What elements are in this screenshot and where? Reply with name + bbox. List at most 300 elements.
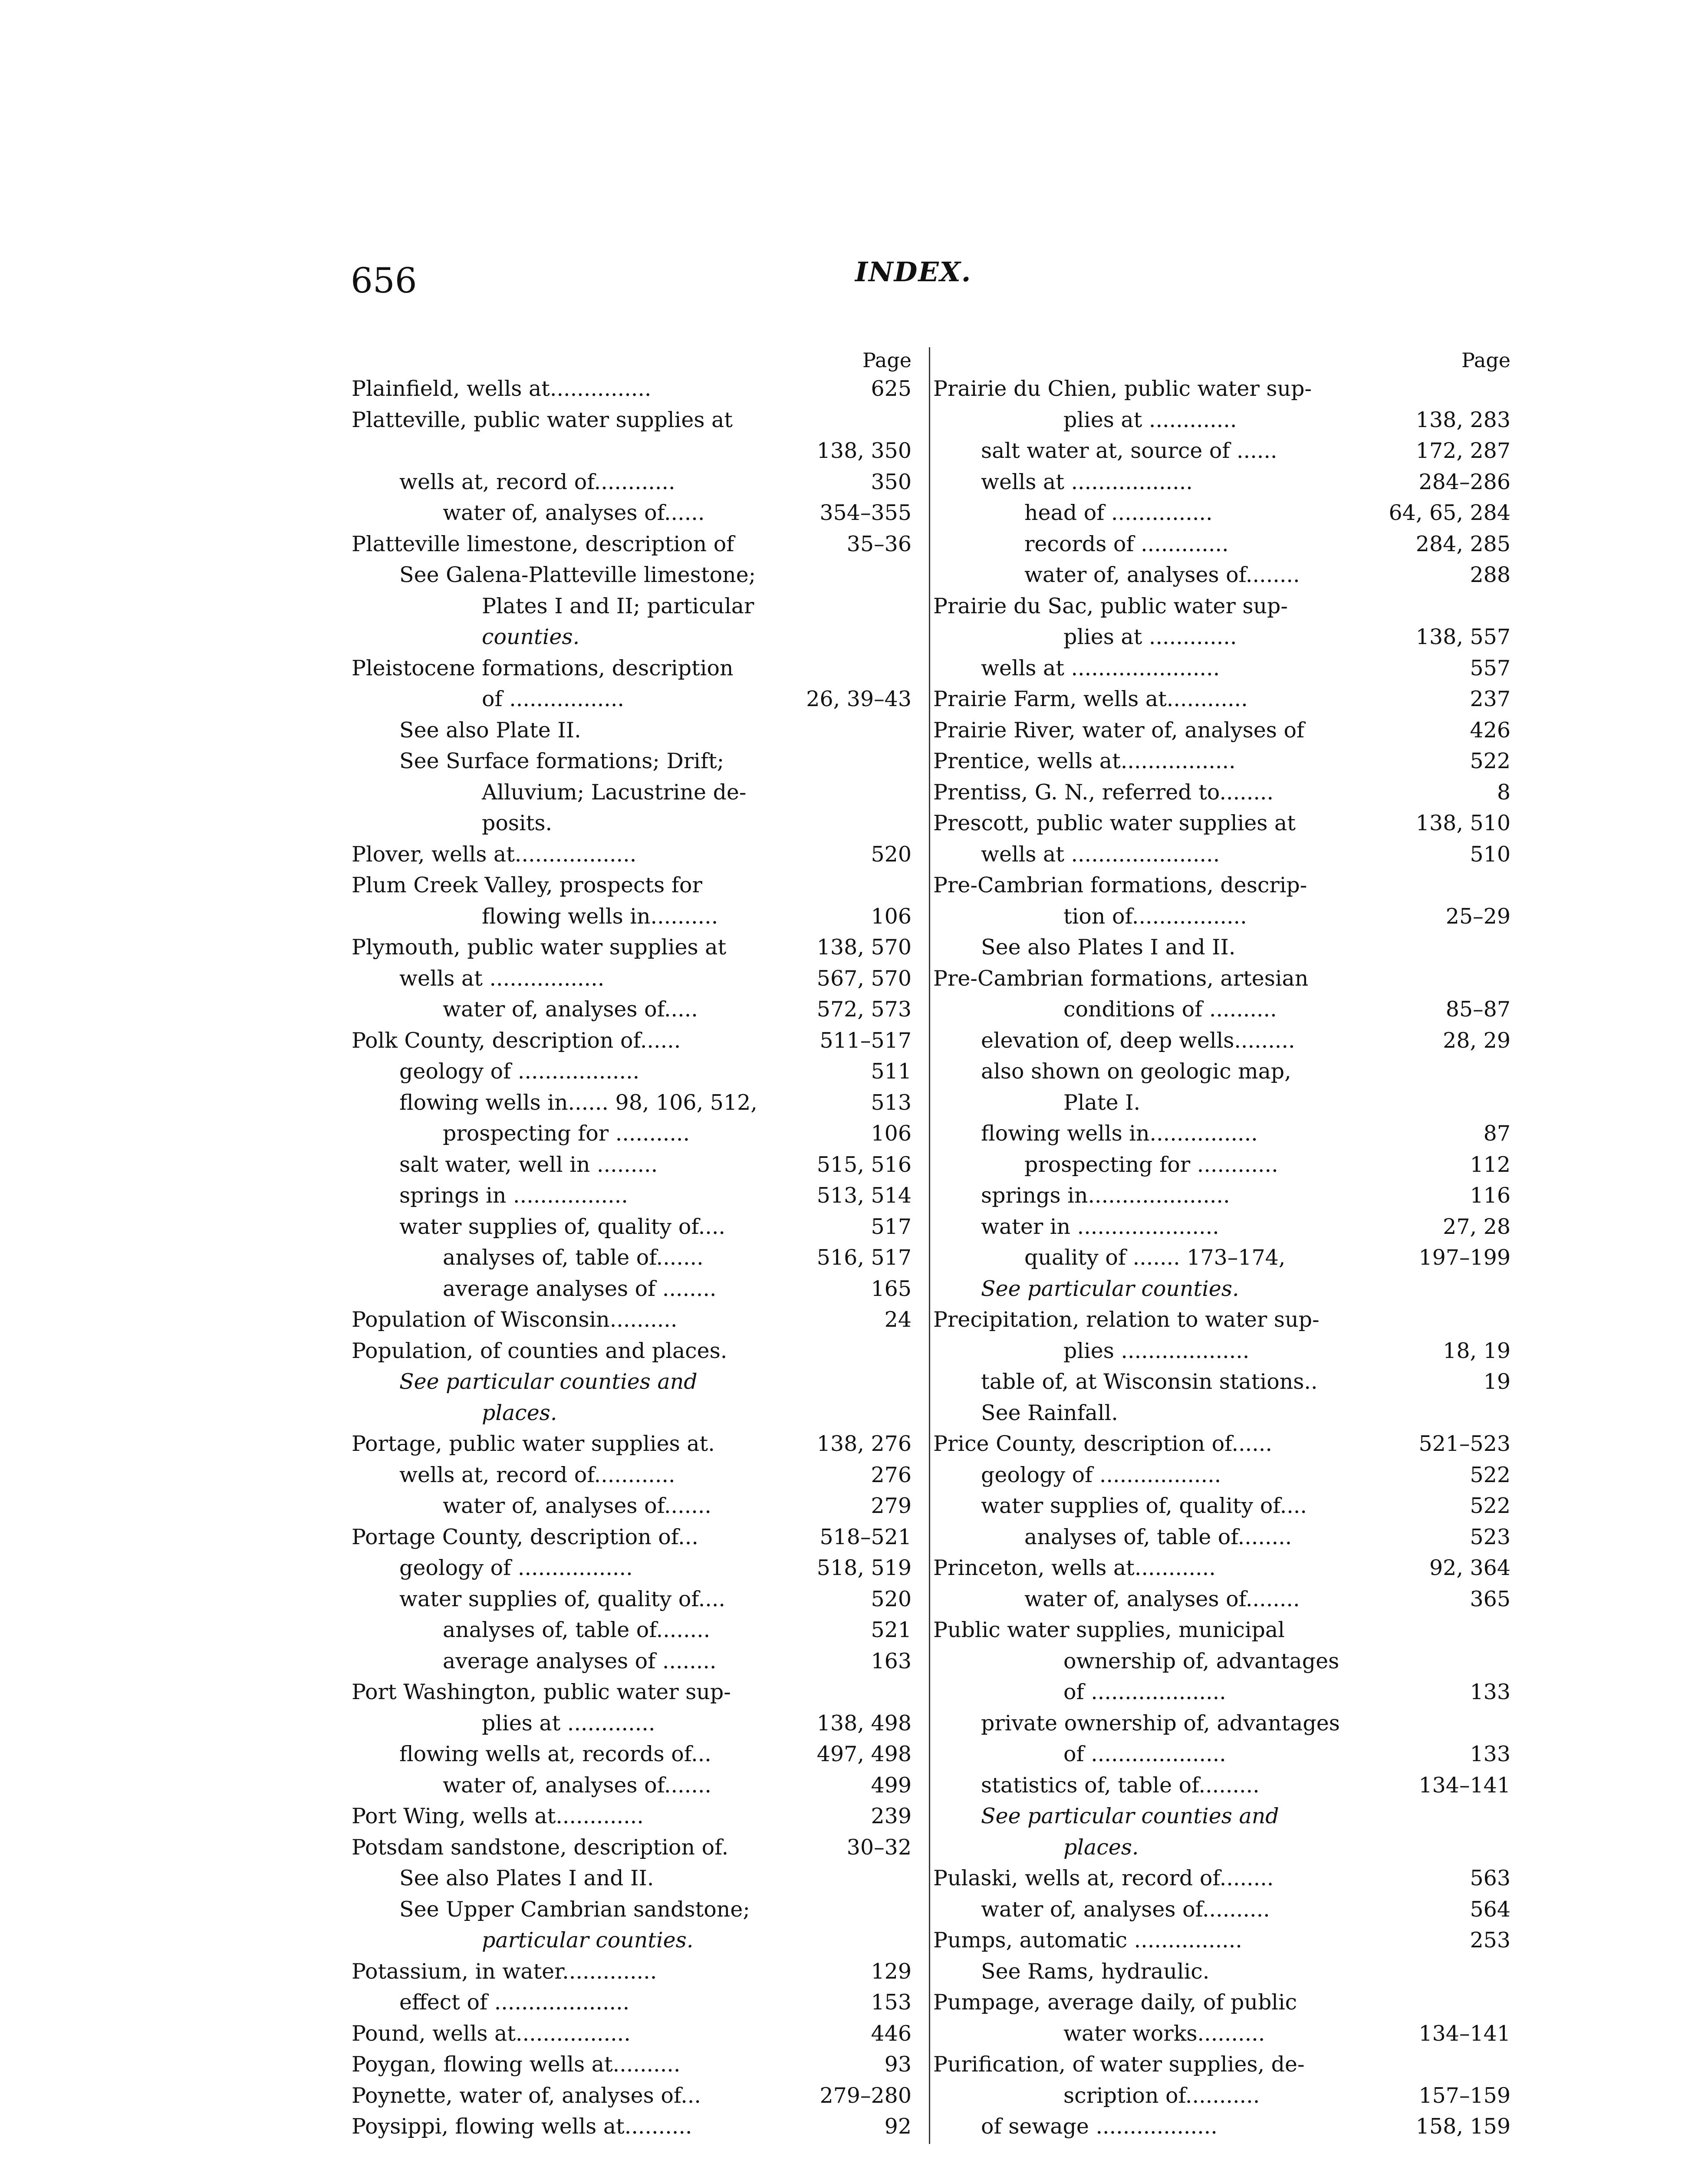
index-entry-pages: 567, 570 (816, 966, 912, 991)
index-entry (933, 653, 1511, 684)
index-entry (933, 870, 1511, 901)
index-entry-pages: 35–36 (846, 531, 912, 556)
index-entry (933, 994, 1511, 1025)
index-entry (352, 653, 912, 684)
index-entry (933, 1739, 1511, 1770)
index-entry-text: See Upper Cambrian sandstone; (399, 1897, 750, 1922)
index-entry (933, 1304, 1511, 1335)
index-entry (352, 1428, 912, 1460)
index-entry (352, 591, 912, 622)
index-entry-pages: 172, 287 (1415, 438, 1511, 463)
index-entry (933, 1149, 1511, 1180)
index-entry (352, 373, 912, 404)
index-entry (352, 1646, 912, 1677)
index-entry (352, 808, 912, 839)
index-entry-pages: 521 (871, 1618, 912, 1642)
index-entry-text: Port Wing, wells at............. (352, 1804, 644, 1828)
index-entry-text: water of, analyses of...... (443, 500, 705, 525)
index-entry-text: analyses of, table of....... (443, 1245, 704, 1270)
index-entry-pages: 513, 514 (816, 1183, 912, 1208)
index-entry (352, 435, 912, 467)
index-entry-text: Plum Creek Valley, prospects for (352, 873, 702, 898)
index-entry (352, 1614, 912, 1646)
index-entry-text: water supplies of, quality of.... (399, 1586, 726, 1611)
index-entry (933, 1211, 1511, 1243)
index-entry (352, 994, 912, 1025)
index-entry-pages: 284, 285 (1415, 531, 1511, 556)
index-entry-text: records of ............. (1024, 531, 1229, 556)
index-entry-text: flowing wells at, records of... (399, 1742, 711, 1766)
index-entry (352, 467, 912, 498)
index-entry-text: plies at ............. (1063, 407, 1237, 432)
index-entry-text: wells at ...................... (981, 842, 1220, 867)
index-entry-pages: 522 (1470, 749, 1511, 773)
index-entry (933, 497, 1511, 529)
index-entry (933, 1273, 1511, 1305)
index-entry (933, 1894, 1511, 1925)
index-entry (352, 963, 912, 994)
index-entry (933, 839, 1511, 870)
index-entry-pages: 138, 498 (816, 1710, 912, 1736)
index-entry-pages: 24 (884, 1307, 912, 1332)
index-entry-pages: 510 (1470, 842, 1511, 867)
index-entry (933, 1708, 1511, 1739)
index-entry (352, 2080, 912, 2111)
index-entry (352, 684, 912, 715)
index-entry-text: places. (482, 1400, 557, 1425)
index-entry-pages: 426 (1470, 717, 1511, 743)
index-entry-pages: 499 (871, 1772, 912, 1798)
index-entry (352, 621, 912, 653)
index-entry-text: quality of ....... 173–174, (1024, 1245, 1286, 1270)
index-entry (352, 746, 912, 777)
index-entry (352, 1180, 912, 1211)
index-entry-text: See also Plates I and II. (981, 935, 1236, 960)
index-entry-text: water of, analyses of.......... (981, 1897, 1270, 1922)
index-entry-text: elevation of, deep wells......... (981, 1028, 1295, 1053)
index-entry (352, 777, 912, 808)
index-entry-text: Pound, wells at................. (352, 2021, 631, 2046)
index-entry-pages: 365 (1470, 1586, 1511, 1611)
index-entry-pages: 106 (871, 1121, 912, 1146)
index-entry-text: Purification, of water supplies, de- (933, 2052, 1305, 2077)
index-entry-text: See also Plate II. (399, 717, 581, 743)
index-entry-text: conditions of .......... (1063, 997, 1277, 1022)
index-entry-text: geology of .................. (399, 1059, 640, 1084)
index-entry (352, 1211, 912, 1243)
index-entry (933, 373, 1511, 404)
index-entry-text: Prairie River, water of, analyses of (933, 717, 1305, 743)
index-entry-pages: 165 (871, 1276, 912, 1301)
index-entry-text: of sewage .................. (981, 2114, 1218, 2139)
index-entry (352, 1522, 912, 1553)
index-entry-text: Precipitation, relation to water sup- (933, 1307, 1320, 1332)
index-entry-text: Pumps, automatic ................ (933, 1928, 1242, 1953)
index-entry (933, 1863, 1511, 1894)
index-entry (933, 746, 1511, 777)
index-entry-text: Plate I. (1063, 1090, 1141, 1115)
index-entry-text: Alluvium; Lacustrine de- (482, 779, 747, 805)
index-entry-pages: 25–29 (1445, 904, 1511, 929)
index-entry-text: Price County, description of...... (933, 1431, 1272, 1456)
index-entry-pages: 511 (871, 1059, 912, 1084)
index-entry-text: wells at, record of............ (399, 1462, 675, 1487)
index-entry (933, 621, 1511, 653)
index-entry-text: Portage County, description of... (352, 1524, 698, 1549)
index-entry-text: plies at ............. (1063, 625, 1237, 649)
index-entry (352, 1552, 912, 1584)
index-entry-text: Prairie du Chien, public water sup- (933, 376, 1312, 401)
index-entry (933, 2080, 1511, 2111)
index-entry-pages: 518–521 (819, 1524, 912, 1549)
index-entry-text: Prentiss, G. N., referred to........ (933, 779, 1274, 805)
index-entry-pages: 521–523 (1418, 1431, 1511, 1456)
index-entry-pages: 197–199 (1418, 1245, 1511, 1270)
index-entry-text: Plainfield, wells at............... (352, 376, 652, 401)
index-entry-text: wells at ...................... (981, 655, 1220, 681)
index-entry-text: Prairie Farm, wells at............ (933, 687, 1248, 711)
index-entry (933, 1460, 1511, 1491)
column-divider (929, 347, 930, 2144)
index-entry (933, 2018, 1511, 2049)
index-entry-text: of .................... (1063, 1680, 1226, 1704)
page-number: 656 (351, 260, 417, 301)
index-entry-pages: 625 (871, 376, 912, 401)
index-entry (933, 1366, 1511, 1397)
index-entry-pages: 288 (1470, 562, 1511, 587)
index-entry-pages: 511–517 (819, 1028, 912, 1053)
index-entry (933, 1335, 1511, 1367)
index-entry (352, 1956, 912, 1987)
index-entry-pages: 133 (1470, 1742, 1511, 1766)
index-entry-text: tion of................. (1063, 904, 1247, 929)
index-entry-text: places. (1063, 1835, 1139, 1860)
index-entry-text: of .................... (1063, 1742, 1226, 1766)
index-entry-text: Poynette, water of, analyses of... (352, 2083, 701, 2108)
index-entry-text: See particular counties and (399, 1369, 698, 1394)
index-entry-pages: 518, 519 (816, 1555, 912, 1580)
index-entry-text: wells at .................. (981, 469, 1193, 494)
index-entry-text: springs in ................. (399, 1183, 628, 1208)
index-entry (933, 1397, 1511, 1429)
index-entry (352, 497, 912, 529)
index-entry (352, 1584, 912, 1615)
index-entry-pages: 563 (1470, 1866, 1511, 1891)
index-entry (933, 1646, 1511, 1677)
index-entry (933, 1056, 1511, 1087)
index-entry-text: posits. (482, 811, 553, 835)
index-entry (352, 1677, 912, 1708)
index-entry-text: average analyses of ........ (443, 1276, 717, 1301)
page-title: INDEX. (855, 256, 972, 288)
index-entry-pages: 8 (1497, 779, 1511, 805)
index-entry (933, 932, 1511, 963)
index-entry (352, 932, 912, 963)
index-entry-text: See Rainfall. (981, 1400, 1118, 1425)
index-entry-pages: 64, 65, 284 (1389, 500, 1511, 525)
index-entry (933, 2111, 1511, 2142)
left-column-page-heading: Page (862, 349, 912, 372)
index-entry-pages: 28, 29 (1443, 1028, 1511, 1053)
index-entry-text: Polk County, description of...... (352, 1028, 681, 1053)
index-entry-text: Platteville, public water supplies at (352, 407, 733, 432)
index-entry-text: Prairie du Sac, public water sup- (933, 593, 1288, 618)
index-entry-pages: 138, 276 (816, 1431, 912, 1456)
index-entry-pages: 27, 28 (1443, 1214, 1511, 1239)
index-entry (352, 1460, 912, 1491)
index-entry (933, 808, 1511, 839)
index-entry-text: Pumpage, average daily, of public (933, 1990, 1297, 2015)
index-entry-pages: 237 (1470, 687, 1511, 711)
index-entry-pages: 572, 573 (816, 997, 912, 1022)
index-entry (352, 1739, 912, 1770)
index-entry-text: prospecting for ........... (443, 1121, 690, 1146)
index-entry-text: prospecting for ............ (1024, 1152, 1278, 1177)
index-entry-pages: 564 (1470, 1897, 1511, 1922)
index-entry (933, 467, 1511, 498)
index-entry-pages: 92, 364 (1429, 1555, 1511, 1580)
index-entry-pages: 18, 19 (1443, 1338, 1511, 1363)
index-entry-pages: 279–280 (819, 2083, 912, 2108)
index-entry (933, 901, 1511, 932)
index-entry-pages: 26, 39–43 (806, 687, 912, 711)
index-entry-pages: 19 (1483, 1369, 1511, 1394)
index-entry (933, 1087, 1511, 1118)
index-entry (352, 1863, 912, 1894)
index-entry-pages: 522 (1470, 1493, 1511, 1518)
index-entry-text: water of, analyses of........ (1024, 562, 1300, 587)
index-entry-text: Poysippi, flowing wells at.......... (352, 2114, 692, 2139)
index-entry-pages: 253 (1470, 1928, 1511, 1953)
index-entry-text: Pleistocene formations, description (352, 655, 734, 681)
index-entry-text: average analyses of ........ (443, 1648, 717, 1674)
index-entry (352, 1118, 912, 1149)
index-entry-text: See particular counties. (981, 1276, 1239, 1301)
index-entry (352, 1490, 912, 1522)
index-entry-text: wells at, record of............ (399, 469, 675, 494)
index-entry-pages: 138, 570 (816, 935, 912, 960)
index-entry-pages: 516, 517 (816, 1245, 912, 1270)
index-entry (933, 715, 1511, 746)
index-entry-pages: 163 (871, 1648, 912, 1674)
index-entry (352, 1242, 912, 1273)
index-entry (933, 1118, 1511, 1149)
index-entry (352, 2049, 912, 2080)
index-entry (352, 1273, 912, 1305)
index-entry-text: head of ............... (1024, 500, 1213, 525)
index-entry-text: salt water at, source of ...... (981, 438, 1277, 463)
index-entry-text: scription of........... (1063, 2083, 1260, 2108)
index-entry-text: Public water supplies, municipal (933, 1618, 1285, 1642)
index-entry (933, 1677, 1511, 1708)
index-entry (352, 715, 912, 746)
right-index-column (933, 347, 1511, 2142)
index-entry-pages: 112 (1470, 1152, 1511, 1177)
index-entry-text: Princeton, wells at............ (933, 1555, 1216, 1580)
index-entry-text: See particular counties and (981, 1804, 1279, 1828)
index-entry (352, 1770, 912, 1801)
index-entry (352, 1987, 912, 2018)
index-entry (352, 1025, 912, 1056)
index-entry-text: flowing wells in................ (981, 1121, 1258, 1146)
index-entry-pages: 116 (1470, 1183, 1511, 1208)
index-entry-pages: 276 (871, 1462, 912, 1487)
index-entry-text: water of, analyses of..... (443, 997, 698, 1022)
index-entry (352, 1708, 912, 1739)
index-entry-pages: 30–32 (846, 1835, 912, 1860)
index-entry (352, 839, 912, 870)
index-entry (933, 1987, 1511, 2018)
index-entry-text: flowing wells in.......... (482, 904, 718, 929)
index-entry-pages: 153 (871, 1990, 912, 2015)
index-entry-pages: 106 (871, 904, 912, 929)
index-entry-pages: 138, 510 (1415, 811, 1511, 835)
index-entry-text: flowing wells in...... 98, 106, 512, (399, 1090, 757, 1115)
index-entry-text: ownership of, advantages (1063, 1648, 1339, 1674)
right-column-page-heading: Page (1461, 349, 1511, 372)
index-entry (933, 1770, 1511, 1801)
index-entry-pages: 87 (1483, 1121, 1511, 1146)
index-entry-pages: 138, 283 (1415, 407, 1511, 432)
index-entry-text: geology of ................. (399, 1555, 633, 1580)
index-entry (933, 1490, 1511, 1522)
index-entry-text: particular counties. (482, 1928, 694, 1953)
index-entry (352, 1087, 912, 1118)
index-entry-text: plies at ............. (482, 1710, 655, 1736)
index-entry (352, 901, 912, 932)
index-entry-text: Pre-Cambrian formations, artesian (933, 966, 1309, 991)
index-entry (933, 684, 1511, 715)
index-entry-pages: 515, 516 (816, 1152, 912, 1177)
index-entry (933, 1522, 1511, 1553)
index-entry-text: effect of .................... (399, 1990, 630, 2015)
index-entry-text: water supplies of, quality of.... (399, 1214, 726, 1239)
index-entry-text: water in ..................... (981, 1214, 1219, 1239)
index-entry-pages: 279 (871, 1493, 912, 1518)
index-entry-pages: 134–141 (1418, 1772, 1511, 1798)
index-entry-pages: 557 (1470, 655, 1511, 681)
index-entry (352, 404, 912, 436)
index-entry-text: See Surface formations; Drift; (399, 749, 724, 773)
index-entry (933, 559, 1511, 591)
index-entry-text: Prescott, public water supplies at (933, 811, 1296, 835)
index-entry-text: private ownership of, advantages (981, 1710, 1340, 1736)
index-entry-text: Pulaski, wells at, record of........ (933, 1866, 1274, 1891)
index-entry-text: Population, of counties and places. (352, 1338, 727, 1363)
index-entry (352, 1832, 912, 1863)
index-entry (352, 2111, 912, 2142)
index-entry (933, 404, 1511, 436)
index-entry-pages: 129 (871, 1959, 912, 1984)
index-entry-pages: 446 (871, 2021, 912, 2046)
index-entry-text: salt water, well in ......... (399, 1152, 658, 1177)
index-entry (352, 1304, 912, 1335)
index-entry-text: Potassium, in water.............. (352, 1959, 657, 1984)
index-entry (352, 529, 912, 560)
index-entry-text: Prentice, wells at................. (933, 749, 1236, 773)
index-entry (933, 1801, 1511, 1832)
index-entry-pages: 93 (884, 2052, 912, 2077)
index-entry-pages: 497, 498 (816, 1742, 912, 1766)
index-entry-text: plies ................... (1063, 1338, 1250, 1363)
index-entry-text: water of, analyses of....... (443, 1772, 712, 1798)
index-entry (933, 1925, 1511, 1956)
index-entry-text: springs in..................... (981, 1183, 1230, 1208)
index-entry-text: geology of .................. (981, 1462, 1221, 1487)
index-entry-pages: 157–159 (1418, 2083, 1511, 2108)
index-entry-text: Population of Wisconsin.......... (352, 1307, 678, 1332)
index-entry (933, 1025, 1511, 1056)
index-entry (933, 1180, 1511, 1211)
index-entry (352, 1894, 912, 1925)
index-entry-pages: 138, 557 (1415, 625, 1511, 649)
index-entry (352, 1149, 912, 1180)
index-entry-text: analyses of, table of........ (1024, 1524, 1292, 1549)
index-entry-pages: 523 (1470, 1524, 1511, 1549)
index-entry-text: Plover, wells at.................. (352, 842, 637, 867)
index-entry-text: Poygan, flowing wells at.......... (352, 2052, 681, 2077)
index-entry (352, 559, 912, 591)
index-entry-text: Platteville limestone, description of (352, 531, 734, 556)
index-entry (352, 1397, 912, 1429)
index-entry-pages: 134–141 (1418, 2021, 1511, 2046)
index-entry (352, 1335, 912, 1367)
index-entry (352, 870, 912, 901)
index-entry (933, 777, 1511, 808)
index-entry-pages: 354–355 (819, 500, 912, 525)
index-entry (933, 1552, 1511, 1584)
index-entry (933, 591, 1511, 622)
index-entry-pages: 158, 159 (1415, 2114, 1511, 2139)
index-entry-text: water supplies of, quality of.... (981, 1493, 1307, 1518)
index-entry (933, 1832, 1511, 1863)
index-entry-text: table of, at Wisconsin stations.. (981, 1369, 1318, 1394)
index-entry-pages: 517 (871, 1214, 912, 1239)
index-entry-text: Potsdam sandstone, description of. (352, 1835, 729, 1860)
index-entry-pages: 284–286 (1418, 469, 1511, 494)
index-entry (933, 1242, 1511, 1273)
index-entry-text: water of, analyses of........ (1024, 1586, 1300, 1611)
index-entry (352, 2018, 912, 2049)
index-entry-text: wells at ................. (399, 966, 605, 991)
index-entry-text: See also Plates I and II. (399, 1866, 654, 1891)
index-entry (352, 1056, 912, 1087)
index-entry-text: of ................. (482, 687, 624, 711)
index-entry-pages: 133 (1470, 1680, 1511, 1704)
index-entry-text: water of, analyses of....... (443, 1493, 712, 1518)
index-entry-text: Port Washington, public water sup- (352, 1680, 731, 1704)
index-entry-pages: 138, 350 (816, 438, 912, 463)
index-entry (933, 963, 1511, 994)
index-entry-text: See Galena-Platteville limestone; (399, 562, 756, 587)
index-entry (933, 2049, 1511, 2080)
index-entry-pages: 85–87 (1445, 997, 1511, 1022)
index-entry-text: Plates I and II; particular (482, 593, 754, 618)
index-entry-pages: 350 (871, 469, 912, 494)
index-entry-pages: 520 (871, 842, 912, 867)
index-entry-text: Portage, public water supplies at. (352, 1431, 715, 1456)
left-index-column (352, 347, 912, 2142)
index-entry-pages: 513 (871, 1090, 912, 1115)
index-entry-pages: 92 (884, 2114, 912, 2139)
index-entry-text: See Rams, hydraulic. (981, 1959, 1210, 1984)
index-entry-text: water works.......... (1063, 2021, 1265, 2046)
index-entry (352, 1801, 912, 1832)
index-entry-pages: 239 (871, 1804, 912, 1828)
index-entry (352, 1366, 912, 1397)
index-entry (933, 529, 1511, 560)
index-entry-text: Plymouth, public water supplies at (352, 935, 727, 960)
